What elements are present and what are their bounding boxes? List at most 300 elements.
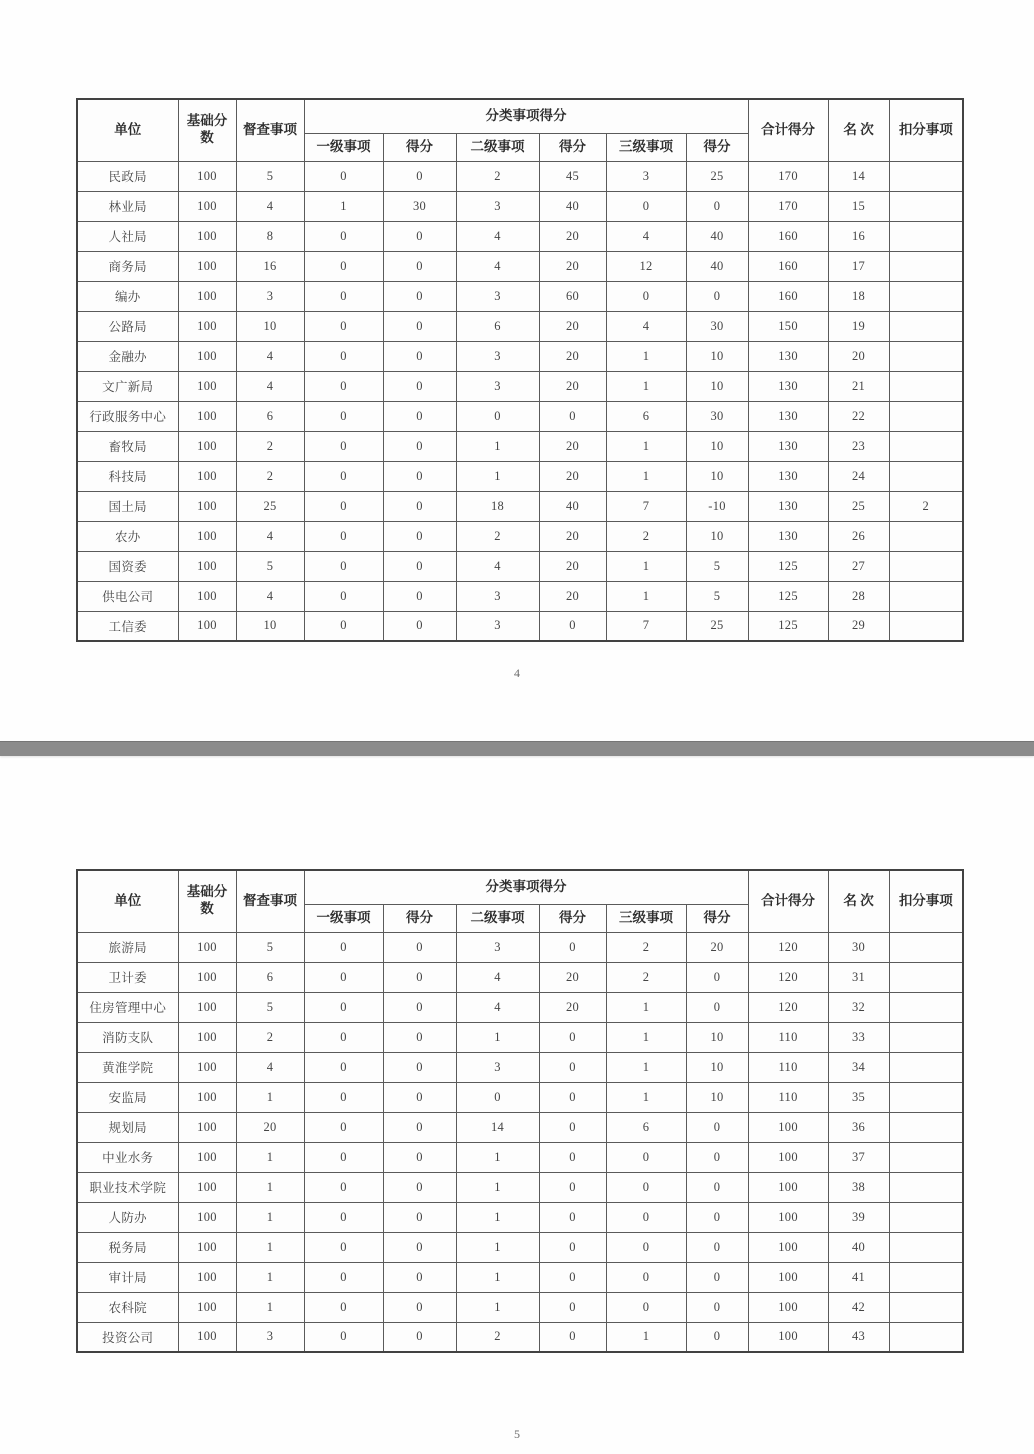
col-header-unit: 单位 <box>77 870 178 932</box>
cell: 0 <box>686 1172 748 1202</box>
cell: 3 <box>456 371 539 401</box>
cell: 6 <box>606 401 686 431</box>
cell: 41 <box>828 1262 889 1292</box>
cell: 125 <box>748 581 828 611</box>
cell: 国土局 <box>77 491 178 521</box>
cell: 5 <box>236 551 304 581</box>
col-header-rank: 名 次 <box>828 870 889 932</box>
table-row <box>77 992 963 1022</box>
cell: 0 <box>304 491 383 521</box>
cell: 民政局 <box>77 161 178 191</box>
cell: 125 <box>748 611 828 641</box>
cell: 28 <box>828 581 889 611</box>
cell: 1 <box>236 1292 304 1322</box>
table-row <box>77 1292 963 1322</box>
cell: 0 <box>606 1232 686 1262</box>
cell <box>889 1052 963 1082</box>
cell: 0 <box>304 1262 383 1292</box>
cell: 130 <box>748 341 828 371</box>
cell: 100 <box>178 962 236 992</box>
cell: 20 <box>539 221 606 251</box>
table-row <box>77 191 963 221</box>
cell: 100 <box>748 1262 828 1292</box>
cell: 0 <box>383 251 456 281</box>
table-body <box>77 932 963 1352</box>
cell: 畜牧局 <box>77 431 178 461</box>
cell: 160 <box>748 221 828 251</box>
col-header-deduction-items: 扣分事项 <box>889 870 963 932</box>
cell: 0 <box>304 1142 383 1172</box>
cell: 0 <box>383 1322 456 1352</box>
cell: 30 <box>686 311 748 341</box>
cell: 100 <box>178 1262 236 1292</box>
cell: 1 <box>456 1022 539 1052</box>
cell: 0 <box>383 221 456 251</box>
cell: 10 <box>686 461 748 491</box>
cell <box>889 311 963 341</box>
cell: 0 <box>383 992 456 1022</box>
cell: 0 <box>606 281 686 311</box>
cell: 20 <box>539 992 606 1022</box>
cell: 0 <box>383 581 456 611</box>
cell: 消防支队 <box>77 1022 178 1052</box>
cell: 100 <box>178 431 236 461</box>
cell: 0 <box>304 1322 383 1352</box>
page-4 <box>0 0 1034 681</box>
cell: 20 <box>539 341 606 371</box>
table-row <box>77 1262 963 1292</box>
cell: 1 <box>236 1262 304 1292</box>
page-number: 5 <box>514 1427 520 1441</box>
cell: 0 <box>383 311 456 341</box>
cell: 30 <box>828 932 889 962</box>
cell: 5 <box>686 581 748 611</box>
page-divider <box>0 741 1034 756</box>
cell: 1 <box>606 551 686 581</box>
cell: 43 <box>828 1322 889 1352</box>
cell <box>889 1232 963 1262</box>
cell: 编办 <box>77 281 178 311</box>
cell: 0 <box>304 1232 383 1262</box>
score-table-page-4 <box>76 98 964 642</box>
cell: 0 <box>539 1172 606 1202</box>
cell: 37 <box>828 1142 889 1172</box>
cell: 0 <box>686 281 748 311</box>
cell: 100 <box>178 1202 236 1232</box>
cell: 14 <box>828 161 889 191</box>
cell: 行政服务中心 <box>77 401 178 431</box>
cell: 100 <box>178 1022 236 1052</box>
cell: 3 <box>236 1322 304 1352</box>
cell: 35 <box>828 1082 889 1112</box>
cell <box>889 161 963 191</box>
table-row <box>77 551 963 581</box>
cell: 0 <box>304 521 383 551</box>
table-row <box>77 401 963 431</box>
cell: 2 <box>456 521 539 551</box>
cell: 1 <box>236 1172 304 1202</box>
cell: 18 <box>828 281 889 311</box>
cell: 0 <box>383 962 456 992</box>
cell: 0 <box>606 1292 686 1322</box>
cell: 1 <box>236 1202 304 1232</box>
cell: 0 <box>686 1202 748 1232</box>
cell: 3 <box>236 281 304 311</box>
col-header-classified-scores: 分类事项得分 <box>304 870 748 904</box>
cell: 4 <box>456 992 539 1022</box>
cell: 公路局 <box>77 311 178 341</box>
col-header-classified-scores: 分类事项得分 <box>304 99 748 133</box>
cell: 120 <box>748 962 828 992</box>
cell: 20 <box>828 341 889 371</box>
cell: 100 <box>748 1202 828 1232</box>
cell <box>889 962 963 992</box>
cell: 安监局 <box>77 1082 178 1112</box>
cell: 21 <box>828 371 889 401</box>
table-row <box>77 1052 963 1082</box>
cell: 0 <box>304 461 383 491</box>
cell: 1 <box>456 1172 539 1202</box>
cell: 0 <box>383 1112 456 1142</box>
cell: 1 <box>456 1262 539 1292</box>
cell: 19 <box>828 311 889 341</box>
cell: 5 <box>236 992 304 1022</box>
cell <box>889 1262 963 1292</box>
cell: 120 <box>748 992 828 1022</box>
cell: 120 <box>748 932 828 962</box>
col-header-inspection-items: 督查事项 <box>236 99 304 161</box>
cell: 0 <box>539 1202 606 1232</box>
cell: 100 <box>178 401 236 431</box>
cell: 10 <box>686 1022 748 1052</box>
cell: 170 <box>748 191 828 221</box>
cell: 40 <box>686 221 748 251</box>
cell: 20 <box>539 371 606 401</box>
cell <box>889 1202 963 1232</box>
cell: 26 <box>828 521 889 551</box>
cell: 125 <box>748 551 828 581</box>
cell <box>889 281 963 311</box>
cell: 金融办 <box>77 341 178 371</box>
col-header-level1-score: 得分 <box>383 133 456 161</box>
cell: 1 <box>456 461 539 491</box>
cell: 农科院 <box>77 1292 178 1322</box>
cell: 7 <box>606 611 686 641</box>
cell: 160 <box>748 251 828 281</box>
cell: 2 <box>606 932 686 962</box>
cell: 100 <box>748 1322 828 1352</box>
cell: 0 <box>383 932 456 962</box>
cell: 0 <box>686 1322 748 1352</box>
cell: 2 <box>456 1322 539 1352</box>
cell: 0 <box>383 461 456 491</box>
cell: 0 <box>383 1052 456 1082</box>
cell: 130 <box>748 371 828 401</box>
cell: 2 <box>236 461 304 491</box>
cell: 0 <box>383 491 456 521</box>
table-row <box>77 341 963 371</box>
cell: 100 <box>178 371 236 401</box>
table-row <box>77 1322 963 1352</box>
col-header-level2-score: 得分 <box>539 133 606 161</box>
cell: 1 <box>456 431 539 461</box>
cell <box>889 1082 963 1112</box>
cell: 0 <box>304 551 383 581</box>
cell: 40 <box>686 251 748 281</box>
cell: 100 <box>178 581 236 611</box>
score-table-page-5 <box>76 869 964 1353</box>
cell: 0 <box>304 281 383 311</box>
cell: 0 <box>304 1052 383 1082</box>
cell: 10 <box>236 611 304 641</box>
cell: 6 <box>456 311 539 341</box>
cell: 0 <box>304 341 383 371</box>
cell <box>889 431 963 461</box>
cell: 人社局 <box>77 221 178 251</box>
table-row <box>77 581 963 611</box>
cell: 职业技术学院 <box>77 1172 178 1202</box>
cell: 100 <box>178 1112 236 1142</box>
cell: 税务局 <box>77 1232 178 1262</box>
cell: 12 <box>606 251 686 281</box>
cell: 0 <box>539 611 606 641</box>
cell: 23 <box>828 431 889 461</box>
table-row <box>77 161 963 191</box>
cell: 100 <box>178 221 236 251</box>
cell: 100 <box>178 1142 236 1172</box>
cell: 10 <box>686 341 748 371</box>
cell: 科技局 <box>77 461 178 491</box>
cell: 3 <box>456 581 539 611</box>
cell: 0 <box>383 341 456 371</box>
cell: -10 <box>686 491 748 521</box>
cell: 130 <box>748 521 828 551</box>
cell: 100 <box>178 1172 236 1202</box>
table-row <box>77 1022 963 1052</box>
table-row <box>77 611 963 641</box>
cell: 100 <box>178 341 236 371</box>
cell: 5 <box>686 551 748 581</box>
cell: 卫计委 <box>77 962 178 992</box>
cell: 16 <box>828 221 889 251</box>
cell: 1 <box>606 581 686 611</box>
table-row <box>77 431 963 461</box>
cell: 4 <box>456 251 539 281</box>
cell: 38 <box>828 1172 889 1202</box>
cell: 0 <box>539 1142 606 1172</box>
cell: 100 <box>178 551 236 581</box>
col-header-level3-score: 得分 <box>686 133 748 161</box>
cell: 供电公司 <box>77 581 178 611</box>
cell: 0 <box>539 1052 606 1082</box>
col-header-level1-score: 得分 <box>383 904 456 932</box>
cell: 1 <box>456 1142 539 1172</box>
cell: 0 <box>304 992 383 1022</box>
cell: 0 <box>383 281 456 311</box>
cell: 100 <box>178 992 236 1022</box>
cell: 0 <box>539 1112 606 1142</box>
cell: 4 <box>456 221 539 251</box>
cell: 100 <box>178 161 236 191</box>
col-header-level2-score: 得分 <box>539 904 606 932</box>
cell: 25 <box>828 491 889 521</box>
table-row <box>77 1112 963 1142</box>
cell: 0 <box>383 401 456 431</box>
cell: 1 <box>606 371 686 401</box>
cell: 100 <box>178 281 236 311</box>
cell: 100 <box>178 1052 236 1082</box>
cell: 0 <box>686 1232 748 1262</box>
cell: 0 <box>304 1172 383 1202</box>
table-row <box>77 1142 963 1172</box>
cell: 0 <box>606 1142 686 1172</box>
col-header-level1-items: 一级事项 <box>304 133 383 161</box>
cell: 110 <box>748 1022 828 1052</box>
cell: 旅游局 <box>77 932 178 962</box>
cell: 0 <box>539 1232 606 1262</box>
cell: 5 <box>236 161 304 191</box>
cell: 3 <box>456 611 539 641</box>
cell: 10 <box>236 311 304 341</box>
table-row <box>77 521 963 551</box>
cell: 100 <box>178 491 236 521</box>
cell: 36 <box>828 1112 889 1142</box>
cell: 0 <box>383 1142 456 1172</box>
cell: 8 <box>236 221 304 251</box>
cell: 100 <box>178 1292 236 1322</box>
col-header-total-score: 合计得分 <box>748 870 828 932</box>
cell <box>889 1292 963 1322</box>
page-number: 4 <box>514 666 520 680</box>
cell: 0 <box>383 1022 456 1052</box>
cell: 林业局 <box>77 191 178 221</box>
cell: 0 <box>304 251 383 281</box>
cell: 100 <box>748 1232 828 1262</box>
cell: 30 <box>383 191 456 221</box>
cell: 170 <box>748 161 828 191</box>
cell: 150 <box>748 311 828 341</box>
cell: 0 <box>686 992 748 1022</box>
cell: 22 <box>828 401 889 431</box>
cell: 0 <box>686 1142 748 1172</box>
cell: 1 <box>606 1082 686 1112</box>
cell: 100 <box>178 461 236 491</box>
table-header <box>77 870 963 932</box>
cell: 20 <box>539 521 606 551</box>
cell: 0 <box>304 1202 383 1232</box>
cell: 6 <box>236 962 304 992</box>
cell: 0 <box>383 611 456 641</box>
col-header-base-score: 基础分数 <box>178 99 236 161</box>
cell: 0 <box>686 191 748 221</box>
cell: 6 <box>606 1112 686 1142</box>
cell: 3 <box>456 932 539 962</box>
cell: 25 <box>686 161 748 191</box>
cell: 45 <box>539 161 606 191</box>
cell: 0 <box>606 1202 686 1232</box>
cell: 0 <box>304 161 383 191</box>
cell: 0 <box>686 1292 748 1322</box>
cell: 29 <box>828 611 889 641</box>
cell <box>889 341 963 371</box>
cell: 0 <box>304 1022 383 1052</box>
cell: 0 <box>304 401 383 431</box>
cell: 3 <box>456 1052 539 1082</box>
cell: 160 <box>748 281 828 311</box>
cell: 2 <box>236 1022 304 1052</box>
cell: 投资公司 <box>77 1322 178 1352</box>
cell: 0 <box>383 1292 456 1322</box>
col-header-level3-items: 三级事项 <box>606 133 686 161</box>
table-row <box>77 491 963 521</box>
cell: 20 <box>539 962 606 992</box>
cell: 4 <box>236 581 304 611</box>
cell: 100 <box>178 611 236 641</box>
cell: 0 <box>304 1292 383 1322</box>
cell: 0 <box>606 1262 686 1292</box>
cell: 100 <box>178 311 236 341</box>
cell: 40 <box>828 1232 889 1262</box>
cell: 7 <box>606 491 686 521</box>
cell: 1 <box>606 461 686 491</box>
cell: 4 <box>606 311 686 341</box>
table-row <box>77 221 963 251</box>
cell: 2 <box>889 491 963 521</box>
col-header-deduction-items: 扣分事项 <box>889 99 963 161</box>
cell: 0 <box>539 1022 606 1052</box>
cell: 1 <box>456 1292 539 1322</box>
cell: 4 <box>456 551 539 581</box>
cell: 1 <box>606 341 686 371</box>
cell: 100 <box>178 1322 236 1352</box>
cell <box>889 251 963 281</box>
cell <box>889 401 963 431</box>
cell: 0 <box>304 581 383 611</box>
table-row <box>77 1082 963 1112</box>
cell: 国资委 <box>77 551 178 581</box>
col-header-level1-items: 一级事项 <box>304 904 383 932</box>
cell: 0 <box>304 431 383 461</box>
table-row <box>77 311 963 341</box>
cell <box>889 551 963 581</box>
cell: 100 <box>748 1142 828 1172</box>
cell: 工信委 <box>77 611 178 641</box>
cell: 0 <box>539 401 606 431</box>
cell: 3 <box>456 281 539 311</box>
cell: 33 <box>828 1022 889 1052</box>
cell: 10 <box>686 1052 748 1082</box>
table-header <box>77 99 963 161</box>
cell: 0 <box>304 1112 383 1142</box>
cell: 24 <box>828 461 889 491</box>
cell: 3 <box>606 161 686 191</box>
cell: 0 <box>304 371 383 401</box>
cell: 0 <box>539 932 606 962</box>
cell: 32 <box>828 992 889 1022</box>
cell: 20 <box>686 932 748 962</box>
cell: 25 <box>686 611 748 641</box>
cell: 100 <box>178 521 236 551</box>
col-header-level3-score: 得分 <box>686 904 748 932</box>
cell: 25 <box>236 491 304 521</box>
cell: 20 <box>539 461 606 491</box>
cell: 0 <box>383 431 456 461</box>
cell: 4 <box>236 521 304 551</box>
cell: 1 <box>606 1022 686 1052</box>
cell: 4 <box>236 191 304 221</box>
cell: 2 <box>456 161 539 191</box>
cell: 农办 <box>77 521 178 551</box>
